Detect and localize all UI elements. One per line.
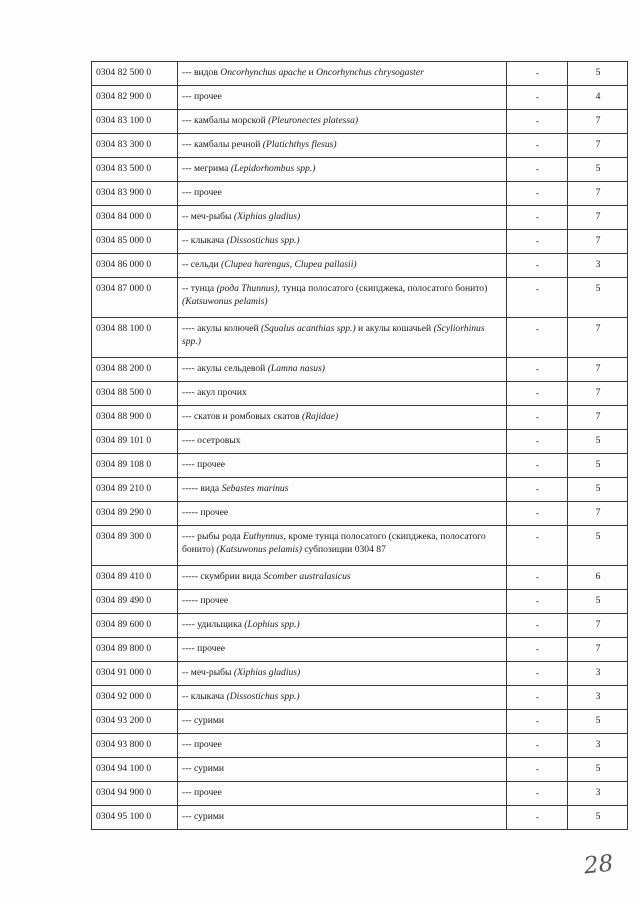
commodity-code-cell: 0304 88 500 0 — [92, 382, 178, 406]
empty-value-cell: - — [507, 134, 568, 158]
description-text: --- видов — [182, 67, 221, 78]
description-cell — [178, 686, 507, 710]
description-text: -- сельди — [182, 259, 221, 270]
commodity-code-cell: 0304 82 500 0 — [92, 62, 178, 86]
commodity-code-cell: 0304 89 800 0 — [92, 638, 178, 662]
rate-cell: 7 — [568, 318, 628, 358]
table-row — [92, 590, 628, 614]
tariff-table — [91, 61, 628, 830]
rate-cell: 7 — [568, 206, 628, 230]
latin-name-text: (Xiphias gladius) — [233, 211, 301, 222]
latin-name-text: (Scyliorhinus spp.) — [182, 323, 485, 347]
empty-value-cell: - — [507, 454, 568, 478]
commodity-code-cell: 0304 89 410 0 — [92, 566, 178, 590]
description-cell — [178, 62, 507, 86]
description-text: --- прочее — [182, 787, 222, 798]
rate-cell: 6 — [568, 566, 628, 590]
description-text: --- скатов и ромбовых скатов — [182, 411, 302, 422]
commodity-code-cell: 0304 89 490 0 — [92, 590, 178, 614]
latin-name-text: Scomber australasicus — [263, 571, 351, 582]
rate-cell: 5 — [568, 62, 628, 86]
commodity-code-cell: 0304 89 210 0 — [92, 478, 178, 502]
description-text: и акулы кошачьей — [355, 323, 434, 334]
empty-value-cell: - — [507, 278, 568, 318]
table-row — [92, 734, 628, 758]
latin-name-text: Oncorhynchus apache — [220, 67, 307, 78]
empty-value-cell: - — [507, 710, 568, 734]
page-number: 28 — [582, 850, 615, 880]
table-row — [92, 614, 628, 638]
table-row — [92, 134, 628, 158]
rate-cell: 7 — [568, 614, 628, 638]
empty-value-cell: - — [507, 734, 568, 758]
description-cell — [178, 358, 507, 382]
description-text: -- клыкача — [182, 235, 227, 246]
empty-value-cell: - — [507, 614, 568, 638]
latin-name-text: (Platichthys flesus) — [262, 139, 337, 150]
description-text: --- прочее — [182, 91, 222, 102]
rate-cell: 5 — [568, 590, 628, 614]
rate-cell: 5 — [568, 758, 628, 782]
table-row — [92, 430, 628, 454]
description-cell — [178, 382, 507, 406]
description-text: ----- скумбрии вида — [182, 571, 264, 582]
description-cell — [178, 638, 507, 662]
description-text: ----- прочее — [182, 507, 229, 518]
latin-name-text: (Dissostichus spp.) — [226, 691, 300, 702]
description-text: , кроме тунца полосатого (скипджека, полосатого бонито) — [182, 531, 486, 555]
empty-value-cell: - — [507, 358, 568, 382]
latin-name-text: (Katsuwonus pelamis) — [182, 295, 268, 307]
description-text: ---- акулы сельдевой — [182, 363, 268, 374]
rate-cell: 5 — [568, 710, 628, 734]
table-row — [92, 254, 628, 278]
table-row — [92, 358, 628, 382]
commodity-code-cell: 0304 94 900 0 — [92, 782, 178, 806]
table-row — [92, 662, 628, 686]
latin-name-text: (Katsuwonus pelamis) — [216, 543, 302, 555]
rate-cell: 3 — [568, 254, 628, 278]
commodity-code-cell: 0304 89 290 0 — [92, 502, 178, 526]
empty-value-cell: - — [507, 318, 568, 358]
latin-name-text: (Lophius spp.) — [244, 619, 300, 630]
description-cell — [178, 86, 507, 110]
table-row — [92, 406, 628, 430]
description-cell — [178, 254, 507, 278]
rate-cell: 4 — [568, 86, 628, 110]
description-text: --- сурими — [182, 811, 225, 822]
empty-value-cell: - — [507, 206, 568, 230]
empty-value-cell: - — [507, 230, 568, 254]
description-cell — [178, 158, 507, 182]
description-cell — [178, 662, 507, 686]
description-text: субпозиции 0304 87 — [301, 543, 386, 555]
empty-value-cell: - — [507, 86, 568, 110]
table-row — [92, 230, 628, 254]
description-text: -- клыкача — [182, 691, 227, 702]
latin-name-text: (Lepidorhombus spp.) — [230, 163, 316, 174]
description-text: ---- прочее — [182, 459, 225, 470]
empty-value-cell: - — [507, 182, 568, 206]
commodity-code-cell: 0304 84 000 0 — [92, 206, 178, 230]
latin-name-text: (рода Thunnus) — [216, 283, 278, 294]
rate-cell: 3 — [568, 686, 628, 710]
commodity-code-cell: 0304 93 200 0 — [92, 710, 178, 734]
description-text: -- меч-рыбы — [182, 667, 234, 678]
table-row — [92, 86, 628, 110]
latin-name-text: (Pleuronectes platessa) — [268, 115, 359, 126]
description-text: --- камбалы морской — [182, 115, 269, 126]
empty-value-cell: - — [507, 110, 568, 134]
commodity-code-cell: 0304 89 108 0 — [92, 454, 178, 478]
rate-cell: 7 — [568, 406, 628, 430]
description-cell — [178, 590, 507, 614]
rate-cell: 5 — [568, 158, 628, 182]
table-row — [92, 710, 628, 734]
description-cell — [178, 230, 507, 254]
commodity-code-cell: 0304 87 000 0 — [92, 278, 178, 318]
empty-value-cell: - — [507, 806, 568, 830]
description-cell — [178, 318, 507, 358]
commodity-code-cell: 0304 95 100 0 — [92, 806, 178, 830]
description-cell — [178, 406, 507, 430]
latin-name-text: (Clupea harengus, Clupea pallasii) — [221, 259, 357, 270]
commodity-code-cell: 0304 83 500 0 — [92, 158, 178, 182]
description-cell — [178, 734, 507, 758]
empty-value-cell: - — [507, 430, 568, 454]
latin-name-text: Euthynnus — [243, 531, 284, 542]
table-row — [92, 182, 628, 206]
rate-cell: 7 — [568, 638, 628, 662]
description-cell — [178, 110, 507, 134]
latin-name-text: (Squalus acanthias spp.) — [261, 323, 356, 334]
table-row — [92, 526, 628, 566]
table-row — [92, 502, 628, 526]
commodity-code-cell: 0304 86 000 0 — [92, 254, 178, 278]
description-text: --- сурими — [182, 763, 225, 774]
rate-cell: 7 — [568, 230, 628, 254]
empty-value-cell: - — [507, 590, 568, 614]
tariff-table-body — [92, 62, 628, 830]
description-cell — [178, 454, 507, 478]
description-text: ----- прочее — [182, 595, 229, 606]
description-text: -- меч-рыбы — [182, 211, 234, 222]
latin-name-text: Sebastes marinus — [221, 483, 289, 494]
description-text: --- камбалы речной — [182, 139, 263, 150]
commodity-code-cell: 0304 83 100 0 — [92, 110, 178, 134]
empty-value-cell: - — [507, 158, 568, 182]
commodity-code-cell: 0304 82 900 0 — [92, 86, 178, 110]
rate-cell: 3 — [568, 662, 628, 686]
latin-name-text: (Lamna nasus) — [267, 363, 326, 374]
description-cell — [178, 134, 507, 158]
description-cell — [178, 182, 507, 206]
empty-value-cell: - — [507, 782, 568, 806]
table-row — [92, 206, 628, 230]
commodity-code-cell: 0304 89 600 0 — [92, 614, 178, 638]
table-row — [92, 110, 628, 134]
commodity-code-cell: 0304 93 800 0 — [92, 734, 178, 758]
table-row — [92, 62, 628, 86]
rate-cell: 7 — [568, 382, 628, 406]
table-row — [92, 758, 628, 782]
latin-name-text: (Rajidae) — [302, 411, 339, 422]
description-text: -- тунца — [182, 283, 217, 294]
description-cell — [178, 710, 507, 734]
rate-cell: 5 — [568, 478, 628, 502]
description-cell — [178, 478, 507, 502]
rate-cell: 5 — [568, 806, 628, 830]
description-text: ---- рыбы рода — [182, 531, 244, 542]
description-text: , тунца полосатого (скипджека, полосатого бонито) — [277, 283, 488, 294]
table-row — [92, 566, 628, 590]
empty-value-cell: - — [507, 638, 568, 662]
description-cell — [178, 206, 507, 230]
description-cell — [178, 782, 507, 806]
commodity-code-cell: 0304 83 900 0 — [92, 182, 178, 206]
rate-cell: 5 — [568, 278, 628, 318]
commodity-code-cell: 0304 92 000 0 — [92, 686, 178, 710]
commodity-code-cell: 0304 88 200 0 — [92, 358, 178, 382]
empty-value-cell: - — [507, 478, 568, 502]
description-text: --- мегрима — [182, 163, 231, 174]
rate-cell: 3 — [568, 782, 628, 806]
commodity-code-cell: 0304 85 000 0 — [92, 230, 178, 254]
commodity-code-cell: 0304 94 100 0 — [92, 758, 178, 782]
table-row — [92, 782, 628, 806]
table-row — [92, 686, 628, 710]
rate-cell: 7 — [568, 134, 628, 158]
description-text: ---- осетровых — [182, 435, 241, 446]
rate-cell: 7 — [568, 110, 628, 134]
description-cell — [178, 806, 507, 830]
rate-cell: 7 — [568, 502, 628, 526]
empty-value-cell: - — [507, 566, 568, 590]
table-row — [92, 382, 628, 406]
rate-cell: 5 — [568, 526, 628, 566]
description-text: ---- акул прочих — [182, 387, 247, 398]
table-row — [92, 318, 628, 358]
table-row — [92, 806, 628, 830]
latin-name-text: (Dissostichus spp.) — [226, 235, 300, 246]
description-text: ---- прочее — [182, 643, 225, 654]
description-cell — [178, 758, 507, 782]
empty-value-cell: - — [507, 254, 568, 278]
empty-value-cell: - — [507, 502, 568, 526]
table-row — [92, 638, 628, 662]
table-row — [92, 454, 628, 478]
commodity-code-cell: 0304 89 300 0 — [92, 526, 178, 566]
rate-cell: 3 — [568, 734, 628, 758]
rate-cell: 5 — [568, 430, 628, 454]
empty-value-cell: - — [507, 526, 568, 566]
description-cell — [178, 526, 507, 566]
table-row — [92, 478, 628, 502]
empty-value-cell: - — [507, 62, 568, 86]
description-text: ----- вида — [182, 483, 222, 494]
description-text: и — [306, 67, 317, 78]
rate-cell: 7 — [568, 182, 628, 206]
commodity-code-cell: 0304 88 900 0 — [92, 406, 178, 430]
description-text: ---- удильщика — [182, 619, 245, 630]
description-cell — [178, 614, 507, 638]
description-cell — [178, 278, 507, 318]
description-cell — [178, 502, 507, 526]
description-cell — [178, 430, 507, 454]
latin-name-text: (Xiphias gladius) — [233, 667, 301, 678]
empty-value-cell: - — [507, 406, 568, 430]
description-text: ---- акулы колючей — [182, 323, 262, 334]
empty-value-cell: - — [507, 686, 568, 710]
description-text: --- прочее — [182, 739, 222, 750]
description-text: --- прочее — [182, 187, 222, 198]
commodity-code-cell: 0304 89 101 0 — [92, 430, 178, 454]
rate-cell: 7 — [568, 358, 628, 382]
rate-cell: 5 — [568, 454, 628, 478]
latin-name-text: Oncorhynchus chrysogaster — [316, 67, 424, 78]
commodity-code-cell: 0304 83 300 0 — [92, 134, 178, 158]
empty-value-cell: - — [507, 662, 568, 686]
empty-value-cell: - — [507, 758, 568, 782]
commodity-code-cell: 0304 91 000 0 — [92, 662, 178, 686]
commodity-code-cell: 0304 88 100 0 — [92, 318, 178, 358]
description-text: --- сурими — [182, 715, 225, 726]
table-row — [92, 278, 628, 318]
empty-value-cell: - — [507, 382, 568, 406]
table-row — [92, 158, 628, 182]
description-cell — [178, 566, 507, 590]
